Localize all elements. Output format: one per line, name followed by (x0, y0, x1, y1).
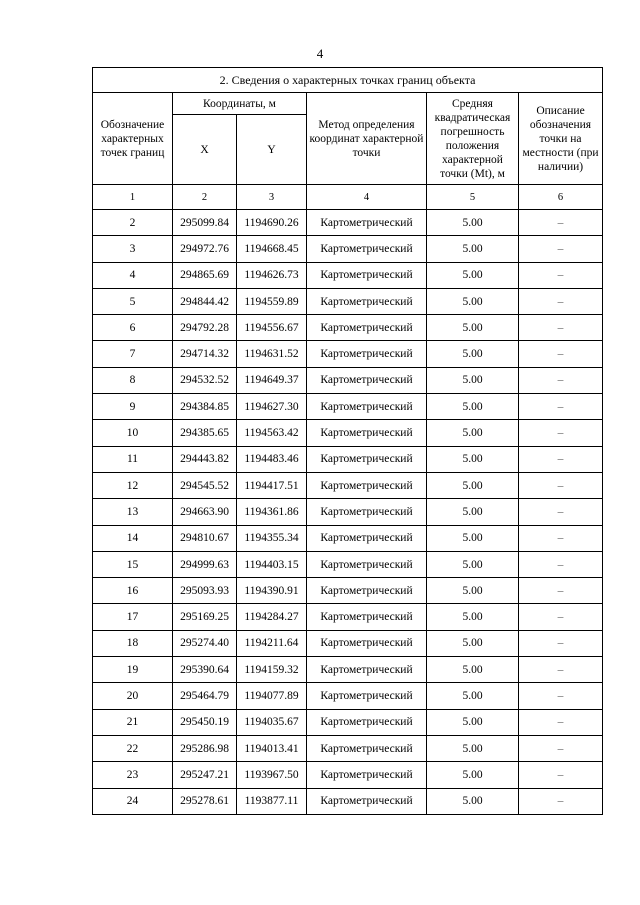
accuracy-cell: 5.00 (427, 525, 519, 551)
table-row (93, 394, 603, 420)
accuracy-cell: 5.00 (427, 341, 519, 367)
method-cell: Картометрический (307, 446, 427, 472)
point-cell: 9 (93, 394, 173, 420)
method-cell: Картометрический (307, 657, 427, 683)
table-row (93, 315, 603, 341)
description-cell: – (519, 315, 603, 341)
description-cell: – (519, 788, 603, 814)
accuracy-cell: 5.00 (427, 446, 519, 472)
y-coordinate-cell: 1194035.67 (237, 709, 307, 735)
x-coordinate-cell: 294972.76 (173, 236, 237, 262)
y-coordinate-cell: 1194077.89 (237, 683, 307, 709)
x-coordinate-cell: 295169.25 (173, 604, 237, 630)
description-cell: – (519, 762, 603, 788)
y-coordinate-cell: 1194668.45 (237, 236, 307, 262)
point-cell: 12 (93, 472, 173, 498)
column-number-row (93, 185, 603, 210)
boundary-points-table (92, 67, 603, 815)
description-cell: – (519, 472, 603, 498)
accuracy-cell: 5.00 (427, 735, 519, 761)
y-coordinate-cell: 1194631.52 (237, 341, 307, 367)
header-x: X (173, 115, 237, 185)
accuracy-cell: 5.00 (427, 683, 519, 709)
method-cell: Картометрический (307, 341, 427, 367)
x-coordinate-cell: 294384.85 (173, 394, 237, 420)
table-row (93, 472, 603, 498)
x-coordinate-cell: 294810.67 (173, 525, 237, 551)
column-number: 4 (307, 185, 427, 210)
method-cell: Картометрический (307, 762, 427, 788)
accuracy-cell: 5.00 (427, 657, 519, 683)
x-coordinate-cell: 294792.28 (173, 315, 237, 341)
description-cell: – (519, 236, 603, 262)
point-cell: 19 (93, 657, 173, 683)
point-cell: 24 (93, 788, 173, 814)
accuracy-cell: 5.00 (427, 788, 519, 814)
x-coordinate-cell: 294844.42 (173, 288, 237, 314)
point-cell: 10 (93, 420, 173, 446)
point-cell: 18 (93, 630, 173, 656)
description-cell: – (519, 709, 603, 735)
accuracy-cell: 5.00 (427, 578, 519, 604)
description-cell: – (519, 578, 603, 604)
method-cell: Картометрический (307, 236, 427, 262)
accuracy-cell: 5.00 (427, 210, 519, 236)
table-row (93, 630, 603, 656)
header-y: Y (237, 115, 307, 185)
table-row (93, 578, 603, 604)
point-cell: 4 (93, 262, 173, 288)
header-method: Метод определения координат характерной точки (307, 93, 427, 185)
method-cell: Картометрический (307, 709, 427, 735)
section-title: 2. Сведения о характерных точках границ объекта (93, 68, 603, 93)
table-row (93, 735, 603, 761)
column-number: 6 (519, 185, 603, 210)
x-coordinate-cell: 295390.64 (173, 657, 237, 683)
y-coordinate-cell: 1194284.27 (237, 604, 307, 630)
header-description: Описание обозначения точки на местности (при наличии) (519, 93, 603, 185)
table-row (93, 210, 603, 236)
table-row (93, 341, 603, 367)
point-cell: 3 (93, 236, 173, 262)
method-cell: Картометрический (307, 604, 427, 630)
x-coordinate-cell: 295464.79 (173, 683, 237, 709)
accuracy-cell: 5.00 (427, 315, 519, 341)
point-cell: 7 (93, 341, 173, 367)
x-coordinate-cell: 294999.63 (173, 551, 237, 577)
x-coordinate-cell: 294443.82 (173, 446, 237, 472)
page-number: 4 (316, 46, 324, 61)
table-row (93, 683, 603, 709)
table-row (93, 499, 603, 525)
y-coordinate-cell: 1194417.51 (237, 472, 307, 498)
column-number: 2 (173, 185, 237, 210)
accuracy-cell: 5.00 (427, 472, 519, 498)
x-coordinate-cell: 294663.90 (173, 499, 237, 525)
column-number: 1 (93, 185, 173, 210)
table-row (93, 236, 603, 262)
y-coordinate-cell: 1194355.34 (237, 525, 307, 551)
x-coordinate-cell: 295274.40 (173, 630, 237, 656)
header-accuracy: Средняя квадратическая погрешность положения характерной точки (Mt), м (427, 93, 519, 185)
method-cell: Картометрический (307, 735, 427, 761)
y-coordinate-cell: 1194211.64 (237, 630, 307, 656)
description-cell: – (519, 499, 603, 525)
description-cell: – (519, 525, 603, 551)
description-cell: – (519, 262, 603, 288)
description-cell: – (519, 604, 603, 630)
description-cell: – (519, 288, 603, 314)
point-cell: 21 (93, 709, 173, 735)
table-row (93, 420, 603, 446)
table-row (93, 525, 603, 551)
point-cell: 2 (93, 210, 173, 236)
point-cell: 22 (93, 735, 173, 761)
accuracy-cell: 5.00 (427, 499, 519, 525)
y-coordinate-cell: 1194626.73 (237, 262, 307, 288)
accuracy-cell: 5.00 (427, 236, 519, 262)
description-cell: – (519, 210, 603, 236)
y-coordinate-cell: 1193877.11 (237, 788, 307, 814)
description-cell: – (519, 446, 603, 472)
table-row (93, 262, 603, 288)
x-coordinate-cell: 294865.69 (173, 262, 237, 288)
point-cell: 17 (93, 604, 173, 630)
method-cell: Картометрический (307, 315, 427, 341)
description-cell: – (519, 630, 603, 656)
y-coordinate-cell: 1194159.32 (237, 657, 307, 683)
method-cell: Картометрический (307, 472, 427, 498)
y-coordinate-cell: 1194627.30 (237, 394, 307, 420)
description-cell: – (519, 367, 603, 393)
column-number: 3 (237, 185, 307, 210)
method-cell: Картометрический (307, 394, 427, 420)
table-row (93, 446, 603, 472)
method-cell: Картометрический (307, 630, 427, 656)
description-cell: – (519, 341, 603, 367)
y-coordinate-cell: 1194390.91 (237, 578, 307, 604)
accuracy-cell: 5.00 (427, 367, 519, 393)
method-cell: Картометрический (307, 262, 427, 288)
method-cell: Картометрический (307, 525, 427, 551)
x-coordinate-cell: 295278.61 (173, 788, 237, 814)
table-row (93, 367, 603, 393)
point-cell: 20 (93, 683, 173, 709)
table-row (93, 709, 603, 735)
accuracy-cell: 5.00 (427, 604, 519, 630)
table-row (93, 657, 603, 683)
y-coordinate-cell: 1194556.67 (237, 315, 307, 341)
accuracy-cell: 5.00 (427, 762, 519, 788)
x-coordinate-cell: 294385.65 (173, 420, 237, 446)
y-coordinate-cell: 1194690.26 (237, 210, 307, 236)
description-cell: – (519, 657, 603, 683)
column-number: 5 (427, 185, 519, 210)
point-cell: 6 (93, 315, 173, 341)
table-row (93, 604, 603, 630)
method-cell: Картометрический (307, 578, 427, 604)
description-cell: – (519, 735, 603, 761)
y-coordinate-cell: 1194361.86 (237, 499, 307, 525)
y-coordinate-cell: 1194483.46 (237, 446, 307, 472)
x-coordinate-cell: 295450.19 (173, 709, 237, 735)
method-cell: Картометрический (307, 288, 427, 314)
table-row (93, 762, 603, 788)
point-cell: 5 (93, 288, 173, 314)
x-coordinate-cell: 295093.93 (173, 578, 237, 604)
method-cell: Картометрический (307, 367, 427, 393)
method-cell: Картометрический (307, 683, 427, 709)
accuracy-cell: 5.00 (427, 420, 519, 446)
accuracy-cell: 5.00 (427, 551, 519, 577)
method-cell: Картометрический (307, 788, 427, 814)
point-cell: 15 (93, 551, 173, 577)
accuracy-cell: 5.00 (427, 394, 519, 420)
description-cell: – (519, 394, 603, 420)
x-coordinate-cell: 294545.52 (173, 472, 237, 498)
method-cell: Картометрический (307, 499, 427, 525)
y-coordinate-cell: 1194559.89 (237, 288, 307, 314)
table-row (93, 788, 603, 814)
point-cell: 11 (93, 446, 173, 472)
description-cell: – (519, 551, 603, 577)
y-coordinate-cell: 1193967.50 (237, 762, 307, 788)
method-cell: Картометрический (307, 210, 427, 236)
point-cell: 8 (93, 367, 173, 393)
y-coordinate-cell: 1194649.37 (237, 367, 307, 393)
x-coordinate-cell: 294532.52 (173, 367, 237, 393)
method-cell: Картометрический (307, 551, 427, 577)
header-coordinates: Координаты, м (173, 93, 307, 115)
accuracy-cell: 5.00 (427, 709, 519, 735)
table-row (93, 288, 603, 314)
x-coordinate-cell: 295099.84 (173, 210, 237, 236)
x-coordinate-cell: 295286.98 (173, 735, 237, 761)
x-coordinate-cell: 295247.21 (173, 762, 237, 788)
y-coordinate-cell: 1194403.15 (237, 551, 307, 577)
y-coordinate-cell: 1194563.42 (237, 420, 307, 446)
header-point: Обозначение характерных точек границ (93, 93, 173, 185)
point-cell: 13 (93, 499, 173, 525)
accuracy-cell: 5.00 (427, 288, 519, 314)
y-coordinate-cell: 1194013.41 (237, 735, 307, 761)
x-coordinate-cell: 294714.32 (173, 341, 237, 367)
description-cell: – (519, 420, 603, 446)
method-cell: Картометрический (307, 420, 427, 446)
point-cell: 23 (93, 762, 173, 788)
accuracy-cell: 5.00 (427, 630, 519, 656)
accuracy-cell: 5.00 (427, 262, 519, 288)
table-row (93, 551, 603, 577)
point-cell: 16 (93, 578, 173, 604)
point-cell: 14 (93, 525, 173, 551)
description-cell: – (519, 683, 603, 709)
